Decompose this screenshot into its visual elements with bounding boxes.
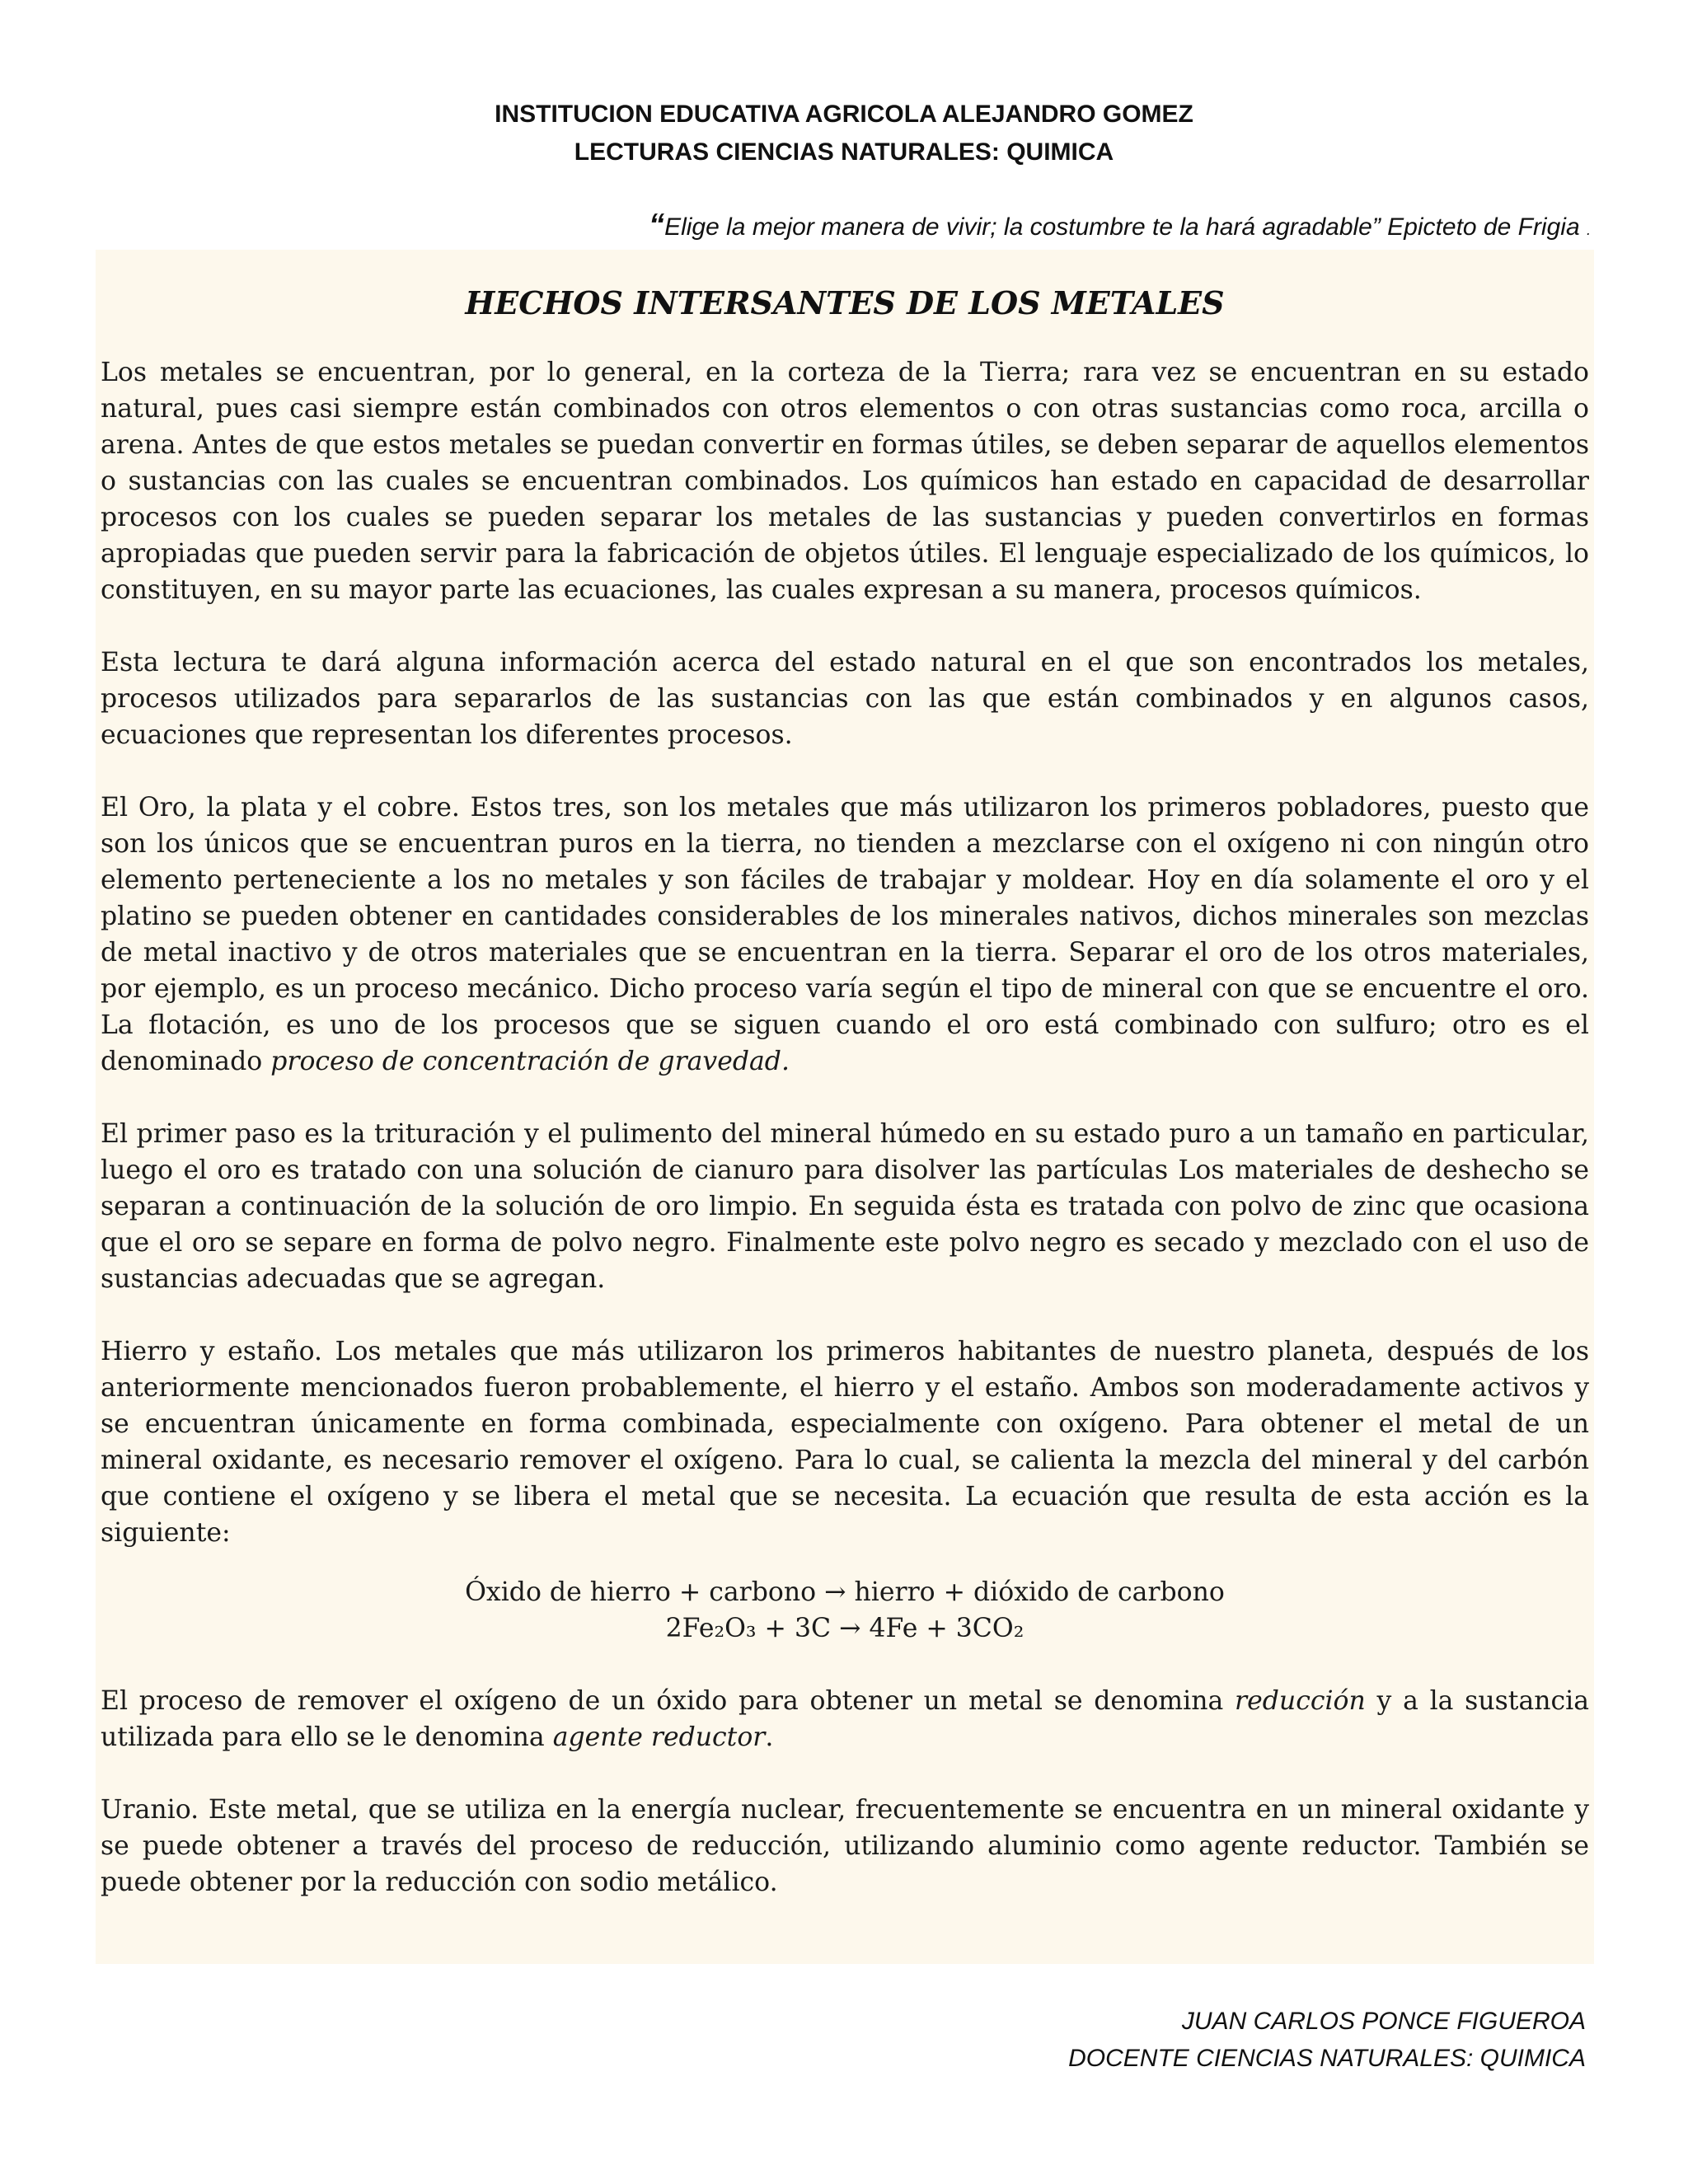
reduction-text-a: El proceso de remover el oxígeno de un óxido para obtener un metal se denomina <box>101 1686 1224 1716</box>
reducing-agent-term: agente reductor <box>552 1722 766 1752</box>
quote-open-mark: “ <box>649 208 665 242</box>
reduction-text-b: y a la sustancia utilizada para ello se le denomina <box>101 1686 1590 1752</box>
reading-box <box>96 250 1594 1964</box>
reduction-text-c: . <box>765 1722 774 1752</box>
reduction-term: reducción <box>1235 1686 1366 1716</box>
paragraph-reduction <box>101 1683 1589 1755</box>
document-header <box>0 96 1688 171</box>
author-signature <box>1068 2003 1586 2077</box>
paragraph-uranium: Uranio. Este metal, que se utiliza en la energía nuclear, frecuentemente se encuentra en un mineral oxidante y se puede obtener a través del proceso de reducción, utilizando aluminio como agente reductor. También se puede obtener por la reducción con sodio metálico. <box>101 1795 1589 1897</box>
epigraph-quote <box>649 208 1591 243</box>
paragraph-intro: Los metales se encuentran, por lo general, en la corteza de la Tierra; rara vez se encuentran en su estado natural, pues casi siempre están combinados con otros elementos o con otras sustancias como roca, arcilla o arena. Antes de que estos metales se puedan convertir en formas útiles, se deben separar de aquellos elementos o sustancias con las cuales se encuentran combinados. Los químicos han estado en capacidad de desarrollar procesos con los cuales se pueden separar los metales de las sustancias y pueden convertirlos en formas apropiadas que pueden servir para la fabricación de objetos útiles. El lenguaje especializado de los químicos, lo constituyen, en su mayor parte las ecuaciones, las cuales expresan a su manera, procesos químicos. <box>101 358 1589 605</box>
quote-trailing-dot: . <box>1586 222 1591 238</box>
subject-title: LECTURAS CIENCIAS NATURALES: QUIMICA <box>574 138 1114 166</box>
quote-text: Elige la mejor manera de vivir; la costumbre te la hará agradable” Epicteto de Frigia <box>664 213 1580 241</box>
chemical-equation <box>101 1574 1589 1647</box>
article-title: HECHOS INTERSANTES DE LOS METALES <box>465 284 1225 321</box>
paragraph-gold-silver-copper <box>101 790 1589 1080</box>
paragraph-gold-text: El Oro, la plata y el cobre. Estos tres, son los metales que más utilizaron los primeros pobladores, puesto que son los únicos que se encuentran puros en la tierra, no tienden a mezclarse con el oxígeno ni con ningún otro elemento perteneciente a los no metales y son fáciles de trabajar y moldear. Hoy en día solamente el oro y el platino se pueden obtener en cantidades considerables de los minerales nativos, dichos minerales son mezclas de metal inactivo y de otros materiales que se encuentran en la tierra. Separar el oro de los otros materiales, por ejemplo, es un proceso mecánico. Dicho proceso varía según el tipo de mineral con que se encuentre el oro. La flotación, es uno de los procesos que se siguen cuando el oro está combinado con sulfuro; otro es el denominado <box>101 793 1589 1076</box>
equation-formula: 2Fe₂O₃ + 3C → 4Fe + 3CO₂ <box>665 1614 1025 1643</box>
paragraph-purpose: Esta lectura te dará alguna información acerca del estado natural en el que son encontrados los metales, procesos utilizados para separarlos de las sustancias con las que están combinados y en algunos casos, ecuaciones que representan los diferentes procesos. <box>101 648 1589 750</box>
paragraph-gold-process: El primer paso es la trituración y el pulimento del mineral húmedo en su estado puro a un tamaño en particular, luego el oro es tratado con una solución de cianuro para disolver las partículas Los materiales de deshecho se separan a continuación de la solución de oro limpio. En seguida ésta es tratada con polvo de zinc que ocasiona que el oro se separe en forma de polvo negro. Finalmente este polvo negro es secado y mezclado con el uso de sustancias adecuadas que se agregan. <box>101 1119 1589 1294</box>
paragraph-gold-emphasis: proceso de concentración de gravedad. <box>270 1047 790 1076</box>
institution-name: INSTITUCION EDUCATIVA AGRICOLA ALEJANDRO GOMEZ <box>495 101 1193 128</box>
author-name: JUAN CARLOS PONCE FIGUEROA <box>1181 2008 1586 2035</box>
author-role: DOCENTE CIENCIAS NATURALES: QUIMICA <box>1068 2045 1586 2072</box>
paragraph-iron-tin: Hierro y estaño. Los metales que más utilizaron los primeros habitantes de nuestro planeta, después de los anteriormente mencionados fueron probablemente, el hierro y el estaño. Ambos son moderadamente activos y se encuentran únicamente en forma combinada, especialmente con oxígeno. Para obtener el metal de un mineral oxidante, es necesario remover el oxígeno. Para lo cual, se calienta la mezcla del mineral y del carbón que contiene el oxígeno y se libera el metal que se necesita. La ecuación que resulta de esta acción es la siguiente: <box>101 1337 1589 1548</box>
equation-words: Óxido de hierro + carbono → hierro + dióxido de carbono <box>465 1577 1225 1607</box>
